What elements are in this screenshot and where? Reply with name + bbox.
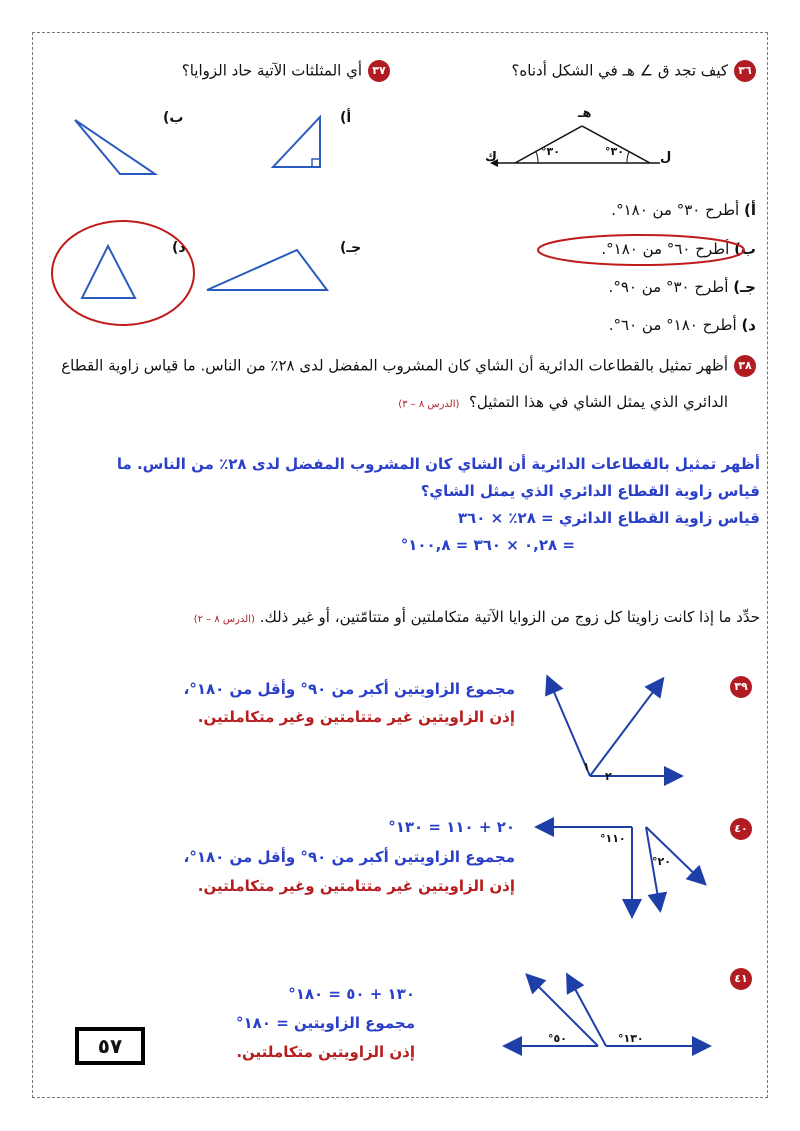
q40-angles-figure: [528, 815, 718, 920]
option-c: [609, 278, 756, 296]
question-36: [511, 60, 756, 82]
option-letter: أ): [744, 201, 756, 219]
instruction: [194, 608, 760, 626]
solution-38-line3: قياس زاوية القطاع الدائري = ٢٨٪ × ٣٦٠: [457, 509, 760, 527]
solution-38-line4: = ٠,٢٨ × ٣٦٠ = ١٠٠,٨°: [400, 536, 575, 554]
q39-angles-figure: [540, 668, 690, 788]
answer-41-line2: إذن الزاويتين متكاملتين.: [236, 1043, 415, 1061]
question-text: كيف تجد ق ∠ هـ في الشكل أدناه؟: [511, 61, 728, 80]
angle-label-110: ١١٠°: [600, 832, 626, 845]
question-39: [724, 676, 752, 698]
option-a: [611, 201, 756, 219]
vertex-left-label: ك: [485, 150, 497, 165]
question-number: ٤١: [730, 968, 752, 990]
solution-38-line2: قياس زاوية القطاع الدائري الذي يمثل الشاي؟: [420, 482, 760, 500]
triangle-a: [268, 112, 328, 172]
page-frame: [32, 32, 768, 1098]
vertex-top-label: هـ: [578, 106, 592, 121]
lesson-ref: (الدرس ٨ – ٣): [398, 399, 460, 410]
label-c: جـ): [340, 240, 362, 256]
question-number: ٣٧: [368, 60, 390, 82]
label-a: أ): [340, 110, 352, 126]
page-number: ٥٧: [75, 1027, 145, 1065]
option-text: أطرح ٣٠° من ١٨٠°.: [611, 201, 740, 219]
solution-38-line1: أظهر تمثيل بالقطاعات الدائرية أن الشاي كان المشروب المفضل لدى ٢٨٪ من الناس. ما: [116, 455, 760, 473]
option-text: أطرح ١٨٠° من ٦٠°.: [608, 316, 737, 334]
question-number: ٣٩: [730, 676, 752, 698]
question-37: [182, 60, 390, 82]
question-number: ٤٠: [730, 818, 752, 840]
angle-label: ٣٠°: [541, 145, 560, 158]
vertex-right-label: ل: [660, 150, 672, 165]
angle-label: ٣٠°: [605, 145, 624, 158]
option-text: أطرح ٦٠° من ١٨٠°.: [601, 240, 730, 258]
option-letter: د): [741, 316, 756, 334]
question-number: ٣٨: [734, 355, 756, 377]
angle-label-2: ٢: [605, 770, 612, 783]
question-41: [724, 968, 752, 990]
answer-circle-b: [536, 232, 746, 268]
question-text: أي المثلثات الآتية حاد الزوايا؟: [181, 61, 362, 80]
option-text: أطرح ٣٠° من ٩٠°.: [608, 278, 729, 296]
answer-39-line2: إذن الزاويتين غير متتامتين وغير متكاملتين.: [197, 708, 515, 726]
answer-40-line1: مجموع الزاويتين أكبر من ٩٠° وأقل من ١٨٠°،: [183, 848, 515, 866]
option-letter: ب): [734, 240, 756, 258]
equation-40: ٢٠ + ١١٠ = ١٣٠°: [388, 818, 515, 836]
option-letter: جـ): [733, 278, 756, 296]
lesson-ref: (الدرس ٨ – ٢): [193, 614, 255, 625]
instruction-text: حدِّد ما إذا كانت زاويتا كل زوج من الزوايا الآتية متكاملتين أو متتامّتين، أو غير ذلك.: [259, 608, 760, 626]
angle-label-1: ١: [583, 760, 590, 773]
equation-41: ١٣٠ + ٥٠ = ١٨٠°: [288, 985, 415, 1003]
answer-39-line1: مجموع الزاويتين أكبر من ٩٠° وأقل من ١٨٠°،: [183, 680, 515, 698]
option-d: [609, 316, 756, 334]
answer-41-line1: مجموع الزاويتين = ١٨٠°: [236, 1014, 415, 1032]
question-number: ٣٦: [734, 60, 756, 82]
question-text: الدائري الذي يمثل الشاي في هذا التمثيل؟: [468, 393, 728, 411]
question-40: [724, 818, 752, 840]
label-d: د): [172, 240, 186, 256]
question-38: [61, 355, 756, 377]
label-b: ب): [163, 110, 184, 126]
triangle-c: [202, 245, 332, 295]
answer-40-line2: إذن الزاويتين غير متتامتين وغير متكاملتين.: [197, 877, 515, 895]
angle-label-50: ٥٠°: [548, 1032, 567, 1045]
angle-label-20: ٢٠°: [652, 855, 671, 868]
triangle-d: [50, 218, 200, 328]
question-text: أظهر تمثيل بالقطاعات الدائرية أن الشاي كان المشروب المفضل لدى ٢٨٪ من الناس. ما قياس زاوية القطاع: [61, 356, 728, 375]
q41-angles-figure: [498, 968, 718, 1058]
triangle-b: [70, 112, 160, 177]
angle-label-130: ١٣٠°: [618, 1032, 644, 1045]
question-38-line2: [398, 393, 728, 411]
